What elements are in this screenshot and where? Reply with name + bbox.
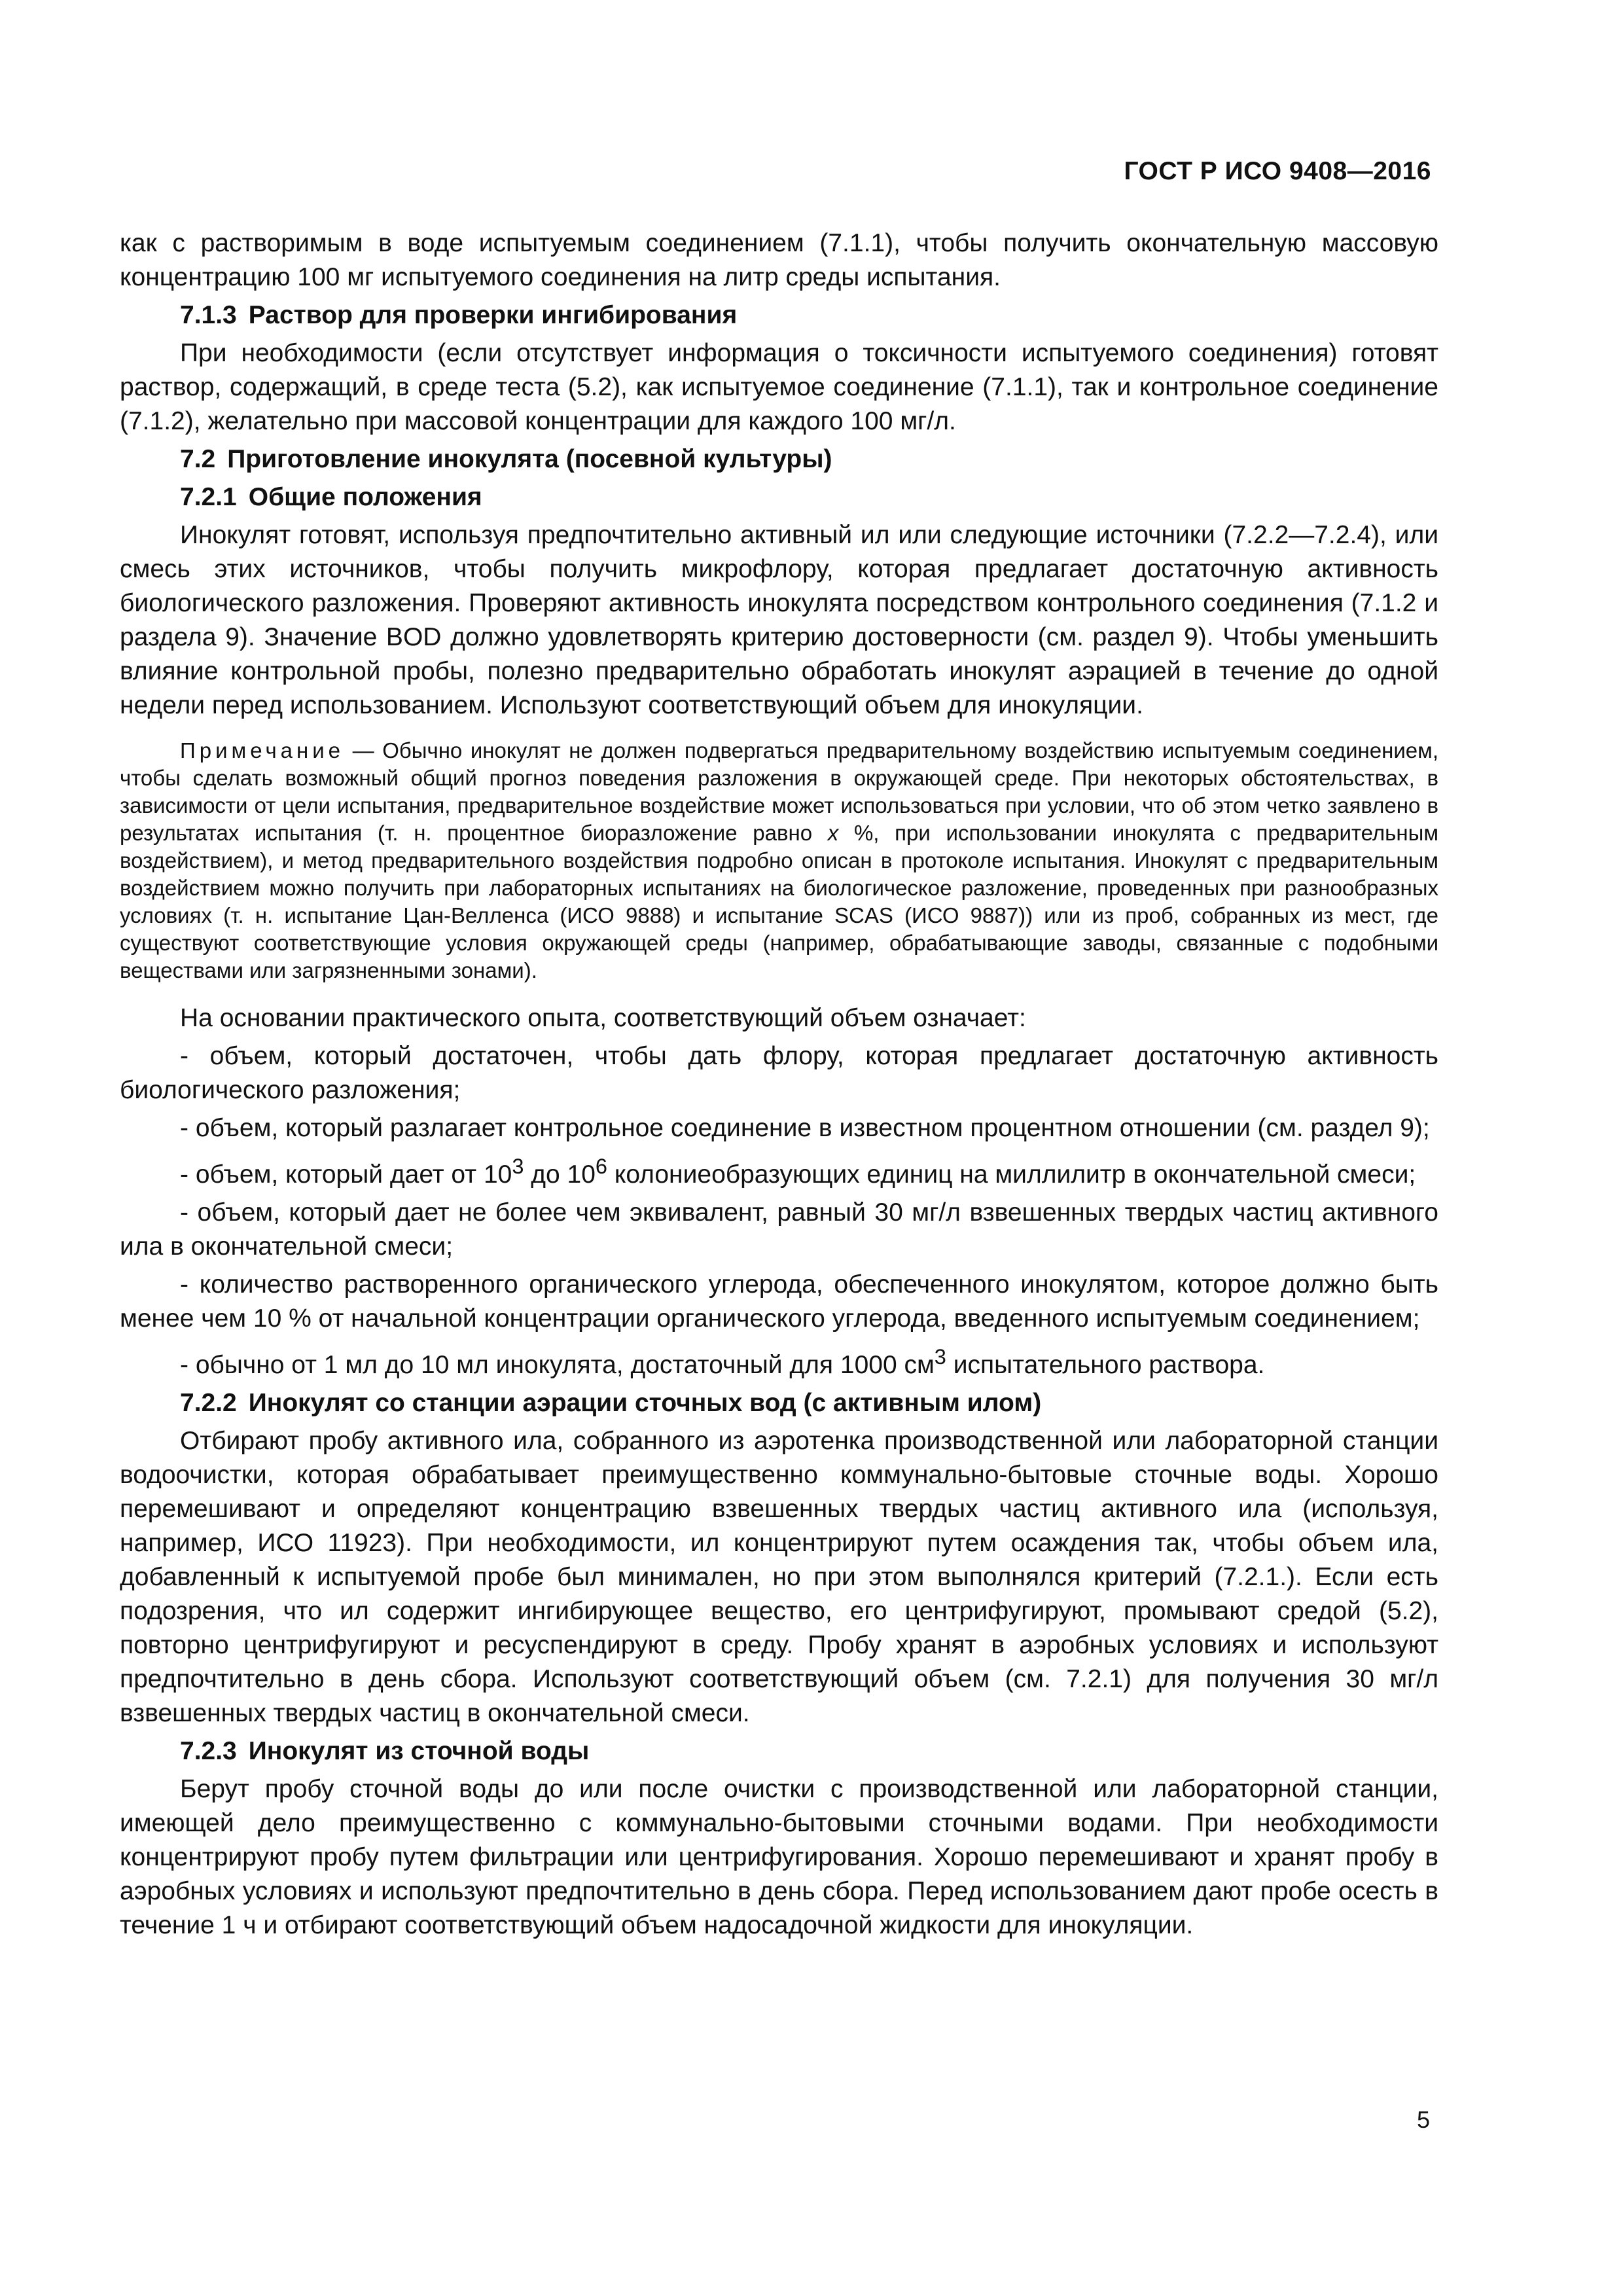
note-text-continued: %, при использовании инокулята с предварительным воздействием), и метод предварительного воздействия подробно описан в протоколе испытания. Инокулят с предварительным воздействием можно получить при лабораторных испытаниях на биологическое разложение, проведенных при разнообразных условиях (т. н. испытание Цан-Велленса (ИСО 9888) и испытание SCAS (ИСО 9887)) или из проб, собранных из мест, где существуют соответствующие условия окружающей среды (например, обрабатывающие заводы, связанные с подобными веществами или загрязненными зонами). <box>120 821 1439 982</box>
list-item: - объем, который дает не более чем эквивалент, равный 30 мг/л взвешенных твердых частиц активного ила в окончательной смеси; <box>120 1198 1438 1261</box>
section-7-1-3-paragraph: При необходимости (если отсутствует информация о токсичности испытуемого соединения) готовят раствор, содержащий, в среде теста (5.2), как испытуемое соединение (7.1.1), так и контрольное соединение (7.1.2), желательно при массовой концентрации для каждого 100 мг/л. <box>120 339 1438 435</box>
section-title: Раствор для проверки ингибирования <box>248 301 738 329</box>
section-7-2-2-paragraph: Отбирают пробу активного ила, собранного из аэротенка производственной или лабораторной станции водоочистки, которая обрабатывает преимущественно коммунально-бытовые сточные воды. Хорошо перемешивают и определяют концентрацию взвешенных твердых частиц активного ила (используя, например, ИСО 11923). При необходимости, ил концентрируют путем осаждения так, чтобы объем ила, добавленный к испытуемой пробе был минимален, но при этом выполнялся критерий (7.2.1.). Если есть подозрения, что ил содержит ингибирующее вещество, его центрифугируют, промывают средой (5.2), повторно центрифугируют и ресуспендируют в среду. Пробу хранят в аэробных условиях и используют предпочтительно в день сбора. Используют соответствующий объем (см. 7.2.1) для получения 30 мг/л взвешенных твердых частиц в окончательной смеси. <box>120 1427 1438 1727</box>
section-number: 7.2.3 <box>180 1737 237 1765</box>
section-7-2-heading <box>180 442 1438 476</box>
intro-paragraph: как с растворимым в воде испытуемым соединением (7.1.1), чтобы получить окончательную массовую концентрацию 100 мг испытуемого соединения на литр среды испытания. <box>120 229 1438 291</box>
standard-header: ГОСТ Р ИСО 9408—2016 <box>1124 157 1431 185</box>
section-7-1-3-heading <box>180 298 1438 332</box>
list-item-text: - обычно от 1 мл до 10 мл инокулята, достаточный для 1000 см <box>180 1351 935 1379</box>
note-paragraph <box>120 737 1438 984</box>
list-item: - объем, который достаточен, чтобы дать флору, которая предлагает достаточную активность биологического разложения; <box>120 1042 1438 1104</box>
section-7-2-3-paragraph: Берут пробу сточной воды до или после очистки с производственной или лабораторной станции, имеющей дело преимущественно с коммунально-бытовыми сточными водами. При необходимости концентрируют пробу путем фильтрации или центрифугирования. Хорошо перемешивают и хранят пробу в аэробных условиях и используют предпочтительно в день сбора. Перед использованием дают пробе осесть в течение 1 ч и отбирают соответствующий объем надосадочной жидкости для инокуляции. <box>120 1775 1438 1939</box>
section-7-2-1-paragraph: Инокулят готовят, используя предпочтительно активный ил или следующие источники (7.2.2—7.2.4), или смесь этих источников, чтобы получить микрофлору, которая предлагает достаточную активность биологического разложения. Проверяют активность инокулята посредством контрольного соединения (7.1.2 и раздела 9). Значение BOD должно удовлетворять критерию достоверности (см. раздел 9). Чтобы уменьшить влияние контрольной пробы, полезно предварительно обработать инокулят аэрацией в течение до одной недели перед использованием. Используют соответствующий объем для инокуляции. <box>120 521 1438 719</box>
list-item-text: - объем, который дает от 10 <box>180 1160 512 1189</box>
note-label: Примечание <box>180 738 345 762</box>
list-item-text: колониеобразующих единиц на миллилитр в окончательной смеси; <box>607 1160 1416 1189</box>
section-number: 7.2 <box>180 445 216 473</box>
section-7-2-1-heading <box>180 480 1438 514</box>
list-item-text: испытательного раствора. <box>946 1351 1265 1379</box>
list-item: - количество растворенного органического углерода, обеспеченного инокулятом, которое должно быть менее чем 10 % от начальной концентрации органического углерода, введенного испытуемым соединением; <box>120 1270 1438 1333</box>
section-7-2-2-heading <box>180 1386 1438 1420</box>
volume-intro-paragraph: На основании практического опыта, соответствующий объем означает: <box>180 1004 1026 1032</box>
section-title: Инокулят из сточной воды <box>248 1737 590 1765</box>
section-title: Инокулят со станции аэрации сточных вод (с активным илом) <box>248 1389 1042 1417</box>
section-number: 7.2.1 <box>180 483 237 511</box>
list-item <box>120 1340 1438 1382</box>
section-title: Приготовление инокулята (посевной культуры) <box>227 445 832 473</box>
superscript: 3 <box>934 1345 946 1369</box>
superscript: 3 <box>512 1155 524 1178</box>
section-number: 7.2.2 <box>180 1389 237 1417</box>
section-title: Общие положения <box>248 483 482 511</box>
section-number: 7.1.3 <box>180 301 237 329</box>
superscript: 6 <box>595 1155 607 1178</box>
list-item <box>120 1149 1438 1192</box>
note-variable: x <box>827 821 839 845</box>
list-item-text: до 10 <box>524 1160 596 1189</box>
section-7-2-3-heading <box>180 1734 1438 1768</box>
page-number: 5 <box>1416 2106 1430 2133</box>
page-body <box>120 226 1438 1946</box>
list-item: - объем, который разлагает контрольное соединение в известном процентном отношении (см. раздел 9); <box>180 1114 1430 1142</box>
note-text: — Обычно инокулят не должен подвергаться предварительному воздействию испытуемым соединением, чтобы сделать возможный общий прогноз поведения разложения в окружающей среде. При некоторых обстоятельствах, в зависимости от цели испытания, предварительное воздействие может использоваться при условии, что об этом четко заявлено в результатах испытания (т. н. процентное биоразложение равно <box>120 738 1438 845</box>
